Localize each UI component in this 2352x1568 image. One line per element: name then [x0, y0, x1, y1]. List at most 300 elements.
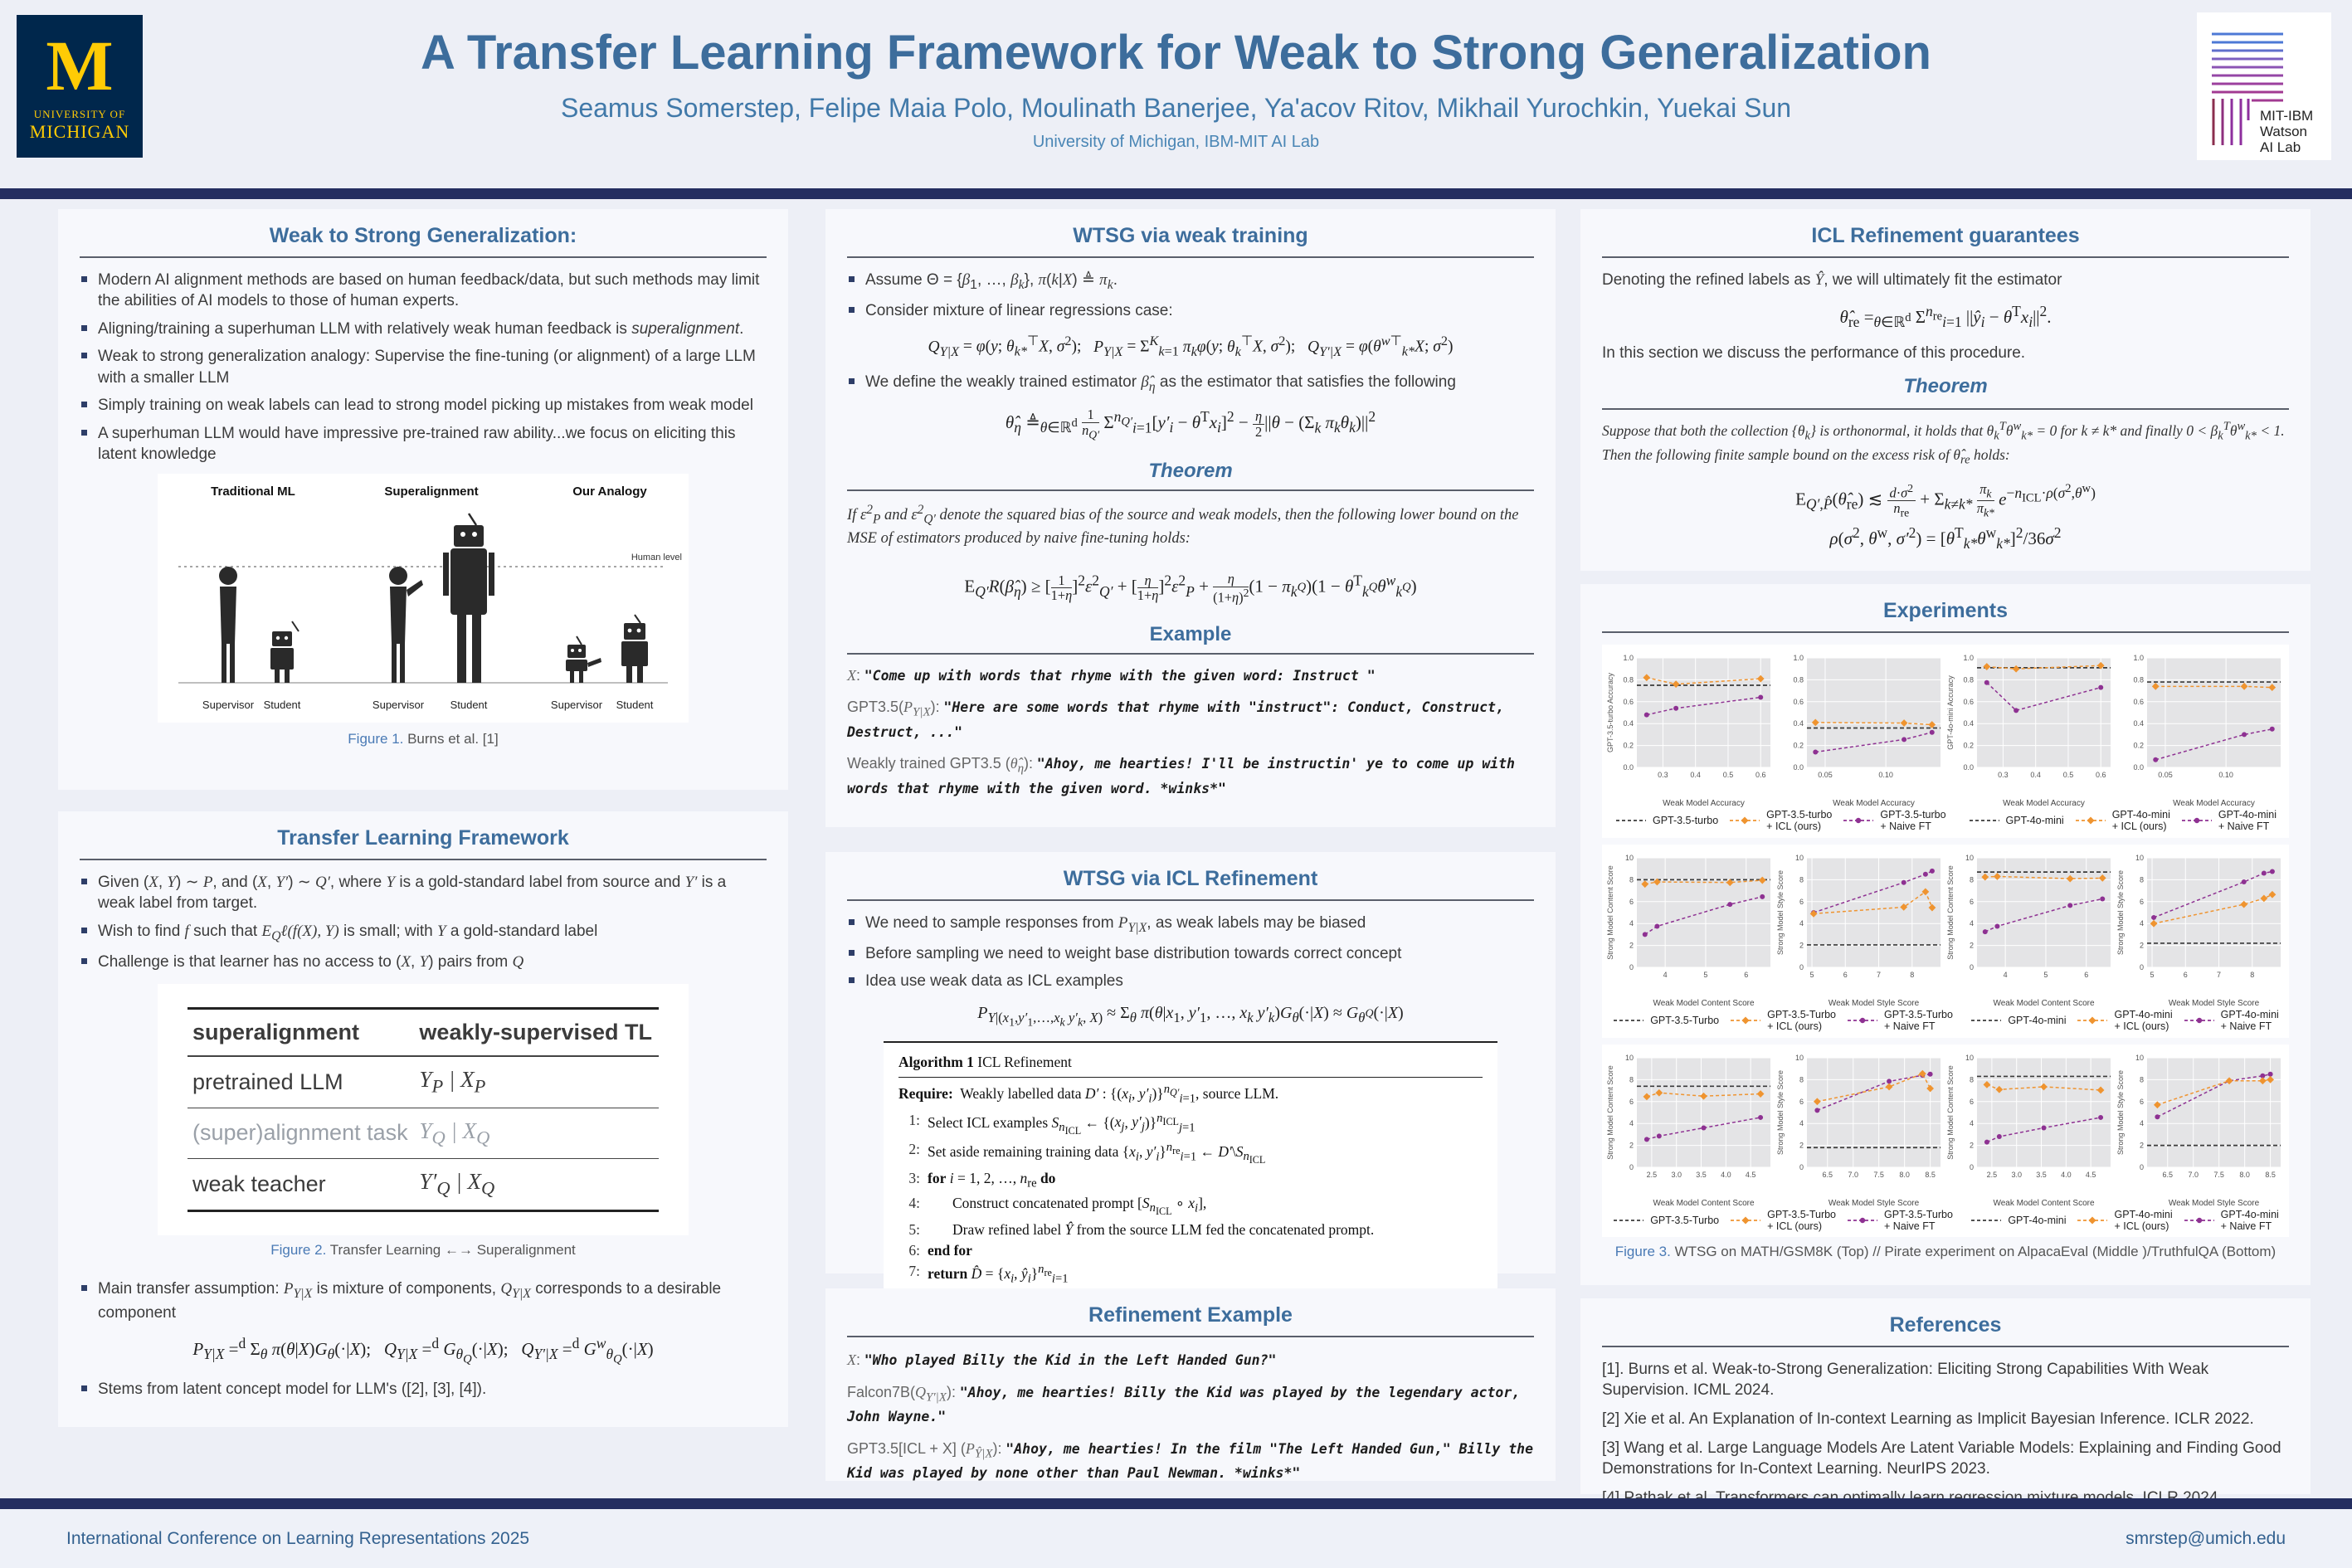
svg-text:8: 8 [2250, 970, 2255, 979]
svg-text:4.0: 4.0 [2061, 1170, 2072, 1179]
section-refinement-example [825, 1288, 1556, 1481]
section-weak-to-strong [58, 209, 788, 790]
svg-text:0.0: 0.0 [1963, 763, 1974, 772]
svg-text:Weak Model Style Score: Weak Model Style Score [2168, 1198, 2260, 1208]
section-transfer-learning-framework [58, 811, 788, 1427]
mit-ibm-text-2: Watson [2260, 124, 2308, 139]
bullet: Aligning/training a superhuman LLM with relatively weak human feedback is superalignment. [80, 319, 767, 339]
svg-text:8: 8 [1799, 875, 1804, 884]
svg-text:0.8: 0.8 [1793, 675, 1804, 684]
section-title-tlf: Transfer Learning Framework [80, 820, 767, 860]
example-line-quote: "Come up with words that rhyme with the given word: Instruct " [864, 667, 1376, 684]
svg-text:2: 2 [1969, 941, 1974, 950]
bullet: We define the weakly trained estimator $\betâ_\eta$ as the estimator that satisfies the following [847, 372, 1534, 396]
section-experiments [1580, 584, 2311, 1285]
example-line-quote: "Ahoy, me hearties! I'll be instructin' ye to come up with words that rhyme with the given word. *winks*" [847, 756, 1515, 796]
svg-text:Strong Model Style Score: Strong Model Style Score [2116, 1069, 2125, 1155]
svg-text:5: 5 [2043, 970, 2048, 979]
header-divider-bar [0, 188, 2352, 199]
svg-text:7: 7 [2217, 970, 2222, 979]
svg-text:6: 6 [2139, 1097, 2144, 1106]
legend-item: GPT-3.5-turbo [1652, 815, 1719, 827]
tlf-stems-list [80, 1379, 767, 1400]
mixture-regressions-formula: $Q_{Y|X} = \varphi(y$; $\theta_{k*}^⊤X$, $\sigma^2$); $P_{Y|X} = \Sigma^K_{k=1}$ $\pi_k\varphi(y$; $\theta_k^⊤X$, $\sigma^2$); $Q_{Y'|X} = \varphi(\theta^{w⊤}_{k*}X$; $\sigma^2$) [928, 334, 1454, 359]
legend-item: GPT-4o-mini + ICL (ours) [2074, 809, 2170, 833]
svg-text:Weak Model Style Score: Weak Model Style Score [1828, 1198, 1920, 1208]
legend-gpt35 [1612, 1009, 1953, 1033]
algorithm-line [898, 1170, 1483, 1191]
svg-text:8: 8 [1629, 1074, 1634, 1083]
icl-approx-formula: $P_{Y|(x_1,y'_1,\dots,x_k y'_k, X)} \approx \Sigma_\theta$ $\pi(\theta|x_1$, $y'_1$, …, $x_k$ $y'_k)G_\theta(\cdot|X) \approx G_{\theta^Q}(\cdot|X)$ [977, 1003, 1404, 1030]
chart-gsm8k-gpt4o-2 [2116, 650, 2286, 809]
svg-text:2: 2 [1799, 941, 1804, 950]
svg-text:1.0: 1.0 [2133, 654, 2144, 662]
svg-text:0.6: 0.6 [1963, 697, 1974, 706]
legend-gpt35 [1612, 1209, 1953, 1233]
svg-text:0: 0 [1799, 1162, 1804, 1171]
section-title-experiments: Experiments [1602, 592, 2289, 633]
bullet: Before sampling we need to weight base distribution towards correct concept [847, 943, 1534, 964]
chart-alpaca-gpt35-style [1775, 850, 1945, 1009]
svg-text:2.5: 2.5 [1646, 1170, 1658, 1179]
footer-divider-bar [0, 1498, 2352, 1509]
svg-text:7: 7 [1877, 970, 1882, 979]
legend-item: GPT-3.5-turbo + ICL (ours) [1728, 809, 1832, 833]
algorithm-1-box [884, 1041, 1497, 1301]
reference-item: [1]. Burns et al. Weak-to-Strong Generalization: Eliciting Strong Capabilities With Weak Supervision. ICML 2024. [1602, 1361, 2209, 1400]
figure1-supervisor-label: Supervisor [550, 698, 603, 711]
svg-text:6: 6 [1629, 897, 1634, 906]
svg-text:3.0: 3.0 [2011, 1170, 2022, 1179]
refinement-line-label: X: [847, 1351, 861, 1368]
svg-text:0.6: 0.6 [1623, 697, 1634, 706]
experiments-card-middle [1602, 845, 2289, 1038]
superalignment-tl-table [187, 1007, 659, 1211]
chart-truthfulqa-gpt4o-style [2116, 1049, 2286, 1209]
svg-text:7.5: 7.5 [2213, 1170, 2224, 1179]
svg-text:4: 4 [1969, 1118, 1974, 1127]
svg-text:8.5: 8.5 [2265, 1170, 2276, 1179]
figure3-caption-text: WTSG on MATH/GSM8K (Top) // Pirate experiment on AlpacaEval (Middle )/TruthfulQA (Bottom) [1670, 1244, 2277, 1260]
svg-text:8.5: 8.5 [1925, 1170, 1936, 1179]
table-row [187, 1056, 659, 1108]
algorithm-line-number: 5: [908, 1220, 920, 1238]
svg-text:8: 8 [2139, 1074, 2144, 1083]
theorem-subheader: Theorem [1903, 375, 1988, 398]
svg-text:3.5: 3.5 [2036, 1170, 2047, 1179]
svg-text:Strong Model Style Score: Strong Model Style Score [2116, 869, 2125, 955]
refinement-line-label: GPT3.5[ICL + X] $(P_{Ŷ|X})$: [847, 1439, 1002, 1461]
example-line-label: Weakly trained GPT3.5 $(\thetâ_\eta)$: [847, 755, 1034, 776]
svg-text:4: 4 [1629, 918, 1634, 928]
refit-estimator-formula: $\thetâ_{re} =_{\theta\in ℝ^d}$ $\Sigma^{n_{re}}_{i=1}$ $||ŷ_i - \theta^Tx_i||^2$. [1839, 302, 2052, 330]
umich-logo [17, 15, 143, 158]
svg-text:3.0: 3.0 [1671, 1170, 1682, 1179]
column-left [58, 209, 788, 1427]
svg-text:4: 4 [2139, 918, 2144, 928]
figure1-caption-text: Burns et al. [1] [403, 730, 499, 747]
figure2-table-card [158, 984, 689, 1234]
algorithm-line [898, 1141, 1483, 1166]
section-title-refinement-example: Refinement Example [847, 1297, 1534, 1337]
svg-text:2.5: 2.5 [1986, 1170, 1998, 1179]
mit-ibm-watson-logo [2197, 12, 2331, 160]
svg-text:Strong Model Content Score: Strong Model Content Score [1606, 1064, 1614, 1160]
svg-text:0.8: 0.8 [1963, 675, 1974, 684]
bullet: Main transfer assumption: $P_{Y|X}$ is mixture of components, $Q_{Y|X}$ corresponds to a desirable component [80, 1278, 767, 1323]
tlf-mixture-formula: $P_{Y|X} =^d$ $\Sigma_\theta$ $\pi(\theta|X)G_\theta(\cdot|X)$; $Q_{Y|X} =^d$ $G_{\theta_Q}(\cdot|X)$; $Q_{Y'|X} =^d$ $G^w_{\theta_Q}(\cdot|X)$ [192, 1334, 654, 1366]
algorithm-line-text: end for [928, 1241, 972, 1259]
experiments-card-bottom [1602, 1045, 2289, 1238]
section-title-icl-guarantees: ICL Refinement guarantees [1602, 217, 2289, 258]
algorithm-line [898, 1242, 1483, 1259]
svg-text:0: 0 [2139, 962, 2144, 971]
legend-item: GPT-4o-mini + Naive FT [2180, 809, 2277, 833]
svg-text:5: 5 [2150, 970, 2155, 979]
table-cell-math: $Y_Q$ | $X_Q$ [414, 1108, 659, 1158]
svg-text:GPT-3.5-turbo Accuracy: GPT-3.5-turbo Accuracy [1606, 672, 1614, 753]
legend-item: GPT-3.5-Turbo + ICL (ours) [1729, 1209, 1836, 1233]
umich-m-icon: M [46, 26, 114, 105]
legend-gpt4o [1970, 1009, 2278, 1033]
svg-text:Weak Model Content Score: Weak Model Content Score [1653, 998, 1755, 1008]
svg-text:2: 2 [1799, 1141, 1804, 1150]
refinement-line-label: $Falcon7B(Q_{Y'|X})$: [847, 1383, 956, 1405]
bullet: Challenge is that learner has no access to (X, Y) pairs from Q [80, 952, 767, 972]
svg-text:Strong Model Style Score: Strong Model Style Score [1776, 869, 1785, 955]
legend-item: GPT-3.5-Turbo [1650, 1014, 1720, 1026]
section-icl-guarantees [1580, 209, 2311, 571]
svg-text:6: 6 [2183, 970, 2188, 979]
bullet: A superhuman LLM would have impressive pre-trained raw ability...we focus on eliciting this latent knowledge [80, 423, 767, 465]
refinement-line-quote: "Who played Billy the Kid in the Left Handed Gun?" [864, 1352, 1277, 1368]
svg-text:0.3: 0.3 [1998, 771, 2009, 779]
svg-text:6: 6 [2084, 970, 2089, 979]
svg-text:0.2: 0.2 [1793, 741, 1804, 750]
svg-text:0.6: 0.6 [1755, 771, 1766, 779]
theorem-statement: Suppose that both the collection $\{\theta_k\}$ is orthonormal, it holds that $\theta_k^T\theta^w_{k*} = 0$ for k ≠ k* and finally $0 < \beta_k^T\theta^w_{k*} < 1$. Then the following finite sample bound on the excess risk of $\thetâ_{re}$ holds: [1602, 420, 2285, 467]
section-title-references: References [1602, 1307, 2289, 1347]
svg-text:10: 10 [2135, 1053, 2144, 1062]
figure1-supervisor-label: Supervisor [202, 698, 255, 711]
svg-text:10: 10 [2135, 853, 2144, 862]
bullet: Modern AI alignment methods are based on human feedback/data, but such methods may limit the abilities of AI models to those of human experts. [80, 270, 767, 312]
svg-text:Weak Model Accuracy: Weak Model Accuracy [1833, 799, 1915, 808]
section-title-icl-refinement: WTSG via ICL Refinement [847, 860, 1534, 901]
svg-text:6: 6 [1799, 1097, 1804, 1106]
chart-alpaca-gpt4o-style [2116, 850, 2286, 1009]
refinement-example-line [847, 1349, 1534, 1371]
poster-header [0, 0, 2352, 187]
svg-text:10: 10 [1794, 853, 1804, 862]
legend-item: GPT-3.5-Turbo + Naive FT [1846, 1209, 1953, 1233]
lower-bound-formula: $E_{Q'}R(\betâ_\eta)$ ≥ [ $\frac{1}{1+\eta}$ ]$^2\varepsilon^2_{Q'}$ + [ $\frac{\eta}{1+\eta}$ ]$^2\varepsilon^2_P$ + $\frac{\eta}{(1+\eta)^2}$ $(1 - \pi_{k^Q})(1 - \theta^T_{k^Q}\theta^w_{k^Q})$ [964, 570, 1417, 605]
table-cell-label: pretrained LLM [187, 1056, 414, 1108]
svg-text:1.0: 1.0 [1793, 654, 1804, 662]
svg-text:1.0: 1.0 [1963, 654, 1974, 662]
table-header-weakly-supervised-tl: weakly-supervised TL [414, 1009, 659, 1057]
algorithm-line [898, 1112, 1483, 1137]
table-cell-math: $Y'_Q$ | $X_Q$ [414, 1159, 659, 1210]
svg-text:8: 8 [1799, 1074, 1804, 1083]
section-wtsg-weak-training [825, 209, 1556, 827]
column-middle [825, 209, 1556, 1481]
legend-item: GPT-4o-mini + Naive FT [2183, 1009, 2279, 1033]
algorithm-line-text: Draw refined label Ŷ from the source LLM fed the concatenated prompt. [952, 1220, 1375, 1238]
svg-text:6: 6 [2139, 897, 2144, 906]
weak-training-bullets [847, 270, 1534, 321]
rho-formula: $\rho(\sigma^2$, $\theta^w$, $\sigma'^2) = [\theta^T_{k*}\theta^w_{k*}]^2/36\sigma^2$ [1829, 524, 2062, 553]
svg-text:Weak Model Accuracy: Weak Model Accuracy [1663, 799, 1745, 808]
svg-text:7.0: 7.0 [2188, 1170, 2199, 1179]
mit-ibm-lines-icon [2197, 12, 2331, 160]
figure3-caption-label: Figure 3. [1614, 1244, 1671, 1260]
figure1-student-label: Student [616, 698, 654, 711]
svg-text:5: 5 [1703, 970, 1708, 979]
svg-text:0: 0 [1799, 962, 1804, 971]
table-cell-label: weak teacher [187, 1159, 414, 1210]
algorithm-line-text: Select ICL examples $S_{n_{ICL}}$ ← {($x_j$, $y'_j)\}^{n_{ICL}}_{j=1}$ [928, 1111, 1195, 1137]
algorithm-line-number: 2: [908, 1140, 920, 1157]
chart-gsm8k-gpt35-2 [1775, 650, 1945, 809]
weak-estimator-bullet [847, 372, 1534, 396]
svg-text:0.10: 0.10 [2218, 771, 2233, 779]
svg-text:GPT-4o-mini Accuracy: GPT-4o-mini Accuracy [1946, 675, 1955, 750]
svg-text:10: 10 [1965, 853, 1974, 862]
svg-text:0.0: 0.0 [1793, 763, 1804, 772]
table-header-superalignment: superalignment [187, 1009, 414, 1057]
svg-text:8: 8 [1629, 875, 1634, 884]
mit-ibm-text-1: MIT-IBM [2260, 108, 2314, 124]
algorithm-line-number: 4: [908, 1194, 920, 1211]
algorithm-line-number: 7: [908, 1262, 920, 1279]
svg-text:0.5: 0.5 [1722, 771, 1734, 779]
bullet: Stems from latent concept model for LLM's ([2], [3], [4]). [80, 1379, 767, 1400]
svg-text:4.5: 4.5 [2085, 1170, 2096, 1179]
svg-text:6: 6 [1629, 1097, 1634, 1106]
poster-authors: Seamus Somerstep, Felipe Maia Polo, Moulinath Banerjee, Ya'acov Ritov, Mikhail Yurochkin, Yuekai Sun [560, 93, 1792, 123]
figure1-student-label: Student [450, 698, 488, 711]
table-row [187, 1159, 659, 1210]
svg-text:10: 10 [1624, 853, 1634, 862]
theorem-subheader: Theorem [847, 455, 1534, 491]
svg-text:Weak Model Style Score: Weak Model Style Score [1828, 998, 1920, 1008]
figure1-caption [80, 731, 767, 747]
svg-text:0.4: 0.4 [1793, 719, 1804, 728]
algorithm-line-number: 6: [908, 1241, 920, 1259]
svg-text:0.10: 0.10 [1878, 771, 1893, 779]
svg-text:4: 4 [2139, 1118, 2144, 1127]
example-line [847, 752, 1534, 799]
svg-text:Strong Model Style Score: Strong Model Style Score [1776, 1069, 1785, 1155]
guarantees-note: In this section we discuss the performance of this procedure. [1602, 343, 2026, 362]
svg-text:0.05: 0.05 [2158, 771, 2173, 779]
example-line [847, 696, 1534, 743]
svg-text:0.8: 0.8 [1623, 675, 1634, 684]
svg-text:2: 2 [2139, 941, 2144, 950]
svg-text:4.0: 4.0 [1721, 1170, 1731, 1179]
figure3-caption [1602, 1244, 2289, 1260]
svg-text:6.5: 6.5 [1822, 1170, 1833, 1179]
svg-text:Strong Model Content Score: Strong Model Content Score [1946, 864, 1955, 960]
svg-text:8.0: 8.0 [2239, 1170, 2250, 1179]
figure2-caption [80, 1242, 767, 1259]
figure2-caption-text: Transfer Learning ←→ Superalignment [326, 1241, 576, 1258]
theorem-statement: If $\varepsilon^2_P$ and $\varepsilon^2_{Q'}$ denote the squared bias of the source and weak models, then the following lower bound on the MSE of estimators produced by naive fine-tuning holds: [847, 502, 1519, 547]
tlf-assumption-list [80, 1278, 767, 1323]
svg-text:Weak Model Accuracy: Weak Model Accuracy [2173, 799, 2255, 808]
svg-text:6: 6 [1969, 1097, 1974, 1106]
svg-text:3.5: 3.5 [1696, 1170, 1707, 1179]
legend-item: GPT-4o-mini + Naive FT [2183, 1209, 2279, 1233]
svg-text:10: 10 [1965, 1053, 1974, 1062]
svg-text:2: 2 [1969, 1141, 1974, 1150]
excess-risk-formula: $E_{Q',P̂}(\thetâ_{re})$ ≲ $\frac{d\cdot\sigma^2}{n_{re}}$ + $\Sigma_{k\ne k*}$ $\frac{\pi_k}{\pi_{k*}}$ $e^{-n_{ICL}\cdot\rho(\sigma^2,\theta^w)}$ [1795, 481, 2096, 519]
svg-text:6.5: 6.5 [2162, 1170, 2174, 1179]
poster-title: A Transfer Learning Framework for Weak to Strong Generalization [421, 26, 1931, 80]
icl-bullets [847, 913, 1534, 992]
umich-logo-line2: MICHIGAN [29, 121, 130, 142]
svg-text:0.5: 0.5 [2062, 771, 2074, 779]
svg-text:10: 10 [1794, 1053, 1804, 1062]
svg-text:0: 0 [2139, 1162, 2144, 1171]
reference-item: [3] Wang et al. Large Language Models Are Latent Variable Models: Explaining and Finding Good Demonstrations for In-Context Learning. NeurIPS 2023. [1602, 1439, 2281, 1478]
svg-text:Strong Model Content Score: Strong Model Content Score [1606, 864, 1614, 960]
algorithm-line [898, 1195, 1483, 1218]
svg-text:7.0: 7.0 [1848, 1170, 1858, 1179]
algorithm-title: Algorithm 1 ICL Refinement [898, 1049, 1483, 1078]
svg-text:0.6: 0.6 [2095, 771, 2106, 779]
poster-affiliation: University of Michigan, IBM-MIT AI Lab [1032, 133, 1320, 151]
svg-text:0.0: 0.0 [1623, 763, 1634, 772]
bullet: Simply training on weak labels can lead to strong model picking up mistakes from weak model [80, 395, 767, 416]
wtsg-bullet-list [80, 270, 767, 465]
svg-text:0.2: 0.2 [2133, 741, 2144, 750]
svg-text:8: 8 [2139, 875, 2144, 884]
legend-item: GPT-3.5-Turbo + Naive FT [1846, 1009, 1953, 1033]
svg-text:4: 4 [1799, 1118, 1804, 1127]
svg-text:0: 0 [1969, 1162, 1974, 1171]
refinement-line-quote: "Ahoy, me hearties! Billy the Kid was played by the legendary actor, John Wayne." [847, 1384, 1521, 1424]
svg-text:8: 8 [1969, 1074, 1974, 1083]
example-line-label: X: [847, 666, 861, 684]
refinement-line-quote: "Ahoy, me hearties! In the film "The Left Handed Gun," Billy the Kid was played by none other than Paul Newman. *winks*" [847, 1440, 1534, 1481]
figure2-caption-label: Figure 2. [270, 1241, 327, 1258]
svg-text:Weak Model Content Score: Weak Model Content Score [1993, 998, 2095, 1008]
figure1-student-label: Student [263, 698, 301, 711]
algorithm-line [898, 1263, 1483, 1286]
legend-gpt4o [1968, 809, 2277, 833]
tlf-bullet-list [80, 872, 767, 972]
svg-text:4: 4 [2003, 970, 2008, 979]
figure1-panel-label: Superalignment [384, 484, 479, 499]
umich-logo-line1: UNIVERSITY OF [33, 108, 126, 120]
table-cell-math: $Y_P$ | $X_P$ [414, 1056, 659, 1108]
svg-text:4: 4 [1969, 918, 1974, 928]
section-wtsg-icl-refinement [825, 852, 1556, 1286]
svg-text:7.5: 7.5 [1873, 1170, 1884, 1179]
poster-footer [0, 1509, 2352, 1568]
algorithm-line [898, 1221, 1483, 1239]
svg-text:8: 8 [1910, 970, 1915, 979]
bullet: Given (X, Y) ∼ P, and (X, Y′) ∼ Q′, where Y is a gold-standard label from source and Y′ is a weak label from target. [80, 872, 767, 914]
svg-text:0.8: 0.8 [2133, 675, 2144, 684]
experiments-card-top [1602, 645, 2289, 838]
bullet: We need to sample responses from $P_{Y|X}$, as weak labels may be biased [847, 913, 1534, 937]
legend-item: GPT-3.5-turbo + Naive FT [1842, 809, 1945, 833]
figure1-supervisor-label: Supervisor [372, 698, 425, 711]
chart-gsm8k-gpt4o-1 [1945, 650, 2116, 809]
algorithm-line-number: 3: [908, 1170, 920, 1187]
chart-alpaca-gpt4o-content [1945, 850, 2116, 1009]
svg-text:2: 2 [1629, 1141, 1634, 1150]
algorithm-line-text: Set aside remaining training data {$x_i$, $y'_i\}^{n_{re}}_{i=1}$ ← $D'\backslash S_{n_{ICL}}$ [928, 1140, 1266, 1166]
legend-gpt35 [1614, 809, 1946, 833]
svg-text:1.0: 1.0 [1623, 654, 1634, 662]
svg-text:Strong Model Content Score: Strong Model Content Score [1946, 1064, 1955, 1160]
svg-text:4: 4 [1629, 1118, 1634, 1127]
svg-text:Weak Model Style Score: Weak Model Style Score [2168, 998, 2260, 1008]
svg-text:0.4: 0.4 [2133, 719, 2144, 728]
svg-text:Weak Model Accuracy: Weak Model Accuracy [2003, 799, 2085, 808]
svg-text:4.5: 4.5 [1745, 1170, 1756, 1179]
svg-text:0.2: 0.2 [1623, 741, 1634, 750]
chart-alpaca-gpt35-content [1605, 850, 1775, 1009]
weak-estimator-formula: $\thetâ_\eta$ $≜_{\theta\in ℝ^d}$ $\frac{1}{n_{Q'}}$ $\Sigma^{n_{Q'}}_{i=1}[y'_i - \theta^Tx_i]^2$ − $\frac{\eta}{2}$ $||\theta - (\Sigma_k$ $\pi_k\theta_k)||^2$ [1005, 406, 1376, 441]
chart-truthfulqa-gpt35-content [1605, 1049, 1775, 1209]
bullet: Consider mixture of linear regressions case: [847, 300, 1534, 321]
example-line-quote: "Here are some words that rhyme with "instruct": Conduct, Construct, Destruct, ..." [847, 699, 1504, 740]
svg-text:5: 5 [1809, 970, 1814, 979]
table-cell-label: (super)alignment task [187, 1108, 414, 1158]
bullet: Assume $\Theta = \{\beta_1$, …, $\beta_k$}, π(k|X) ≜ $\pi_k$. [847, 270, 1534, 294]
legend-item: GPT-4o-mini [2008, 1214, 2067, 1226]
legend-gpt4o [1970, 1209, 2278, 1233]
section-title-weak-to-strong: Weak to Strong Generalization: [80, 217, 767, 258]
svg-text:0.4: 0.4 [1690, 771, 1701, 779]
svg-text:0.6: 0.6 [2133, 697, 2144, 706]
svg-text:0: 0 [1969, 962, 1974, 971]
legend-item: GPT-3.5-Turbo [1650, 1214, 1720, 1226]
refinement-example-line [847, 1381, 1534, 1428]
guarantees-intro: Denoting the refined labels as Ŷ, we will ultimately fit the estimator [1602, 271, 2062, 289]
svg-text:Weak Model Content Score: Weak Model Content Score [1653, 1198, 1755, 1208]
svg-text:0: 0 [1629, 962, 1634, 971]
algorithm-line-text: for i = 1, 2, …, $n_{re}$ do [928, 1170, 1056, 1191]
figure1-panel-label: Our Analogy [572, 484, 647, 499]
bullet: Wish to find f such that $E_Q\ell(f(X)$, Y) is small; with Y a gold-standard label [80, 921, 767, 945]
refinement-example-line [847, 1438, 1534, 1484]
algorithm-require: Require: Weakly labelled data D′ : {($x_i$, $y'_i)\}^{n_{Q'}}_{i=1}$, source LLM. [898, 1083, 1279, 1106]
legend-item: GPT-4o-mini [2005, 815, 2064, 827]
svg-text:6: 6 [1799, 897, 1804, 906]
svg-text:0.05: 0.05 [1818, 771, 1833, 779]
example-line-label: $GPT3.5(P_{Y|X})$: [847, 699, 940, 719]
svg-text:6: 6 [1843, 970, 1848, 979]
column-right [1580, 209, 2311, 1494]
section-title-weak-training: WTSG via weak training [847, 217, 1534, 258]
svg-text:0.3: 0.3 [1658, 771, 1668, 779]
table-row [187, 1108, 659, 1158]
svg-text:0.2: 0.2 [1963, 741, 1974, 750]
figure1-human-level-label: Human level [631, 552, 682, 562]
legend-item: GPT-4o-mini + ICL (ours) [2076, 1209, 2172, 1233]
svg-text:10: 10 [1624, 1053, 1634, 1062]
conference-name: International Conference on Learning Representations 2025 [66, 1528, 530, 1548]
svg-text:Weak Model Content Score: Weak Model Content Score [1993, 1198, 2095, 1208]
svg-text:0.4: 0.4 [1623, 719, 1634, 728]
svg-text:4: 4 [1663, 970, 1668, 979]
